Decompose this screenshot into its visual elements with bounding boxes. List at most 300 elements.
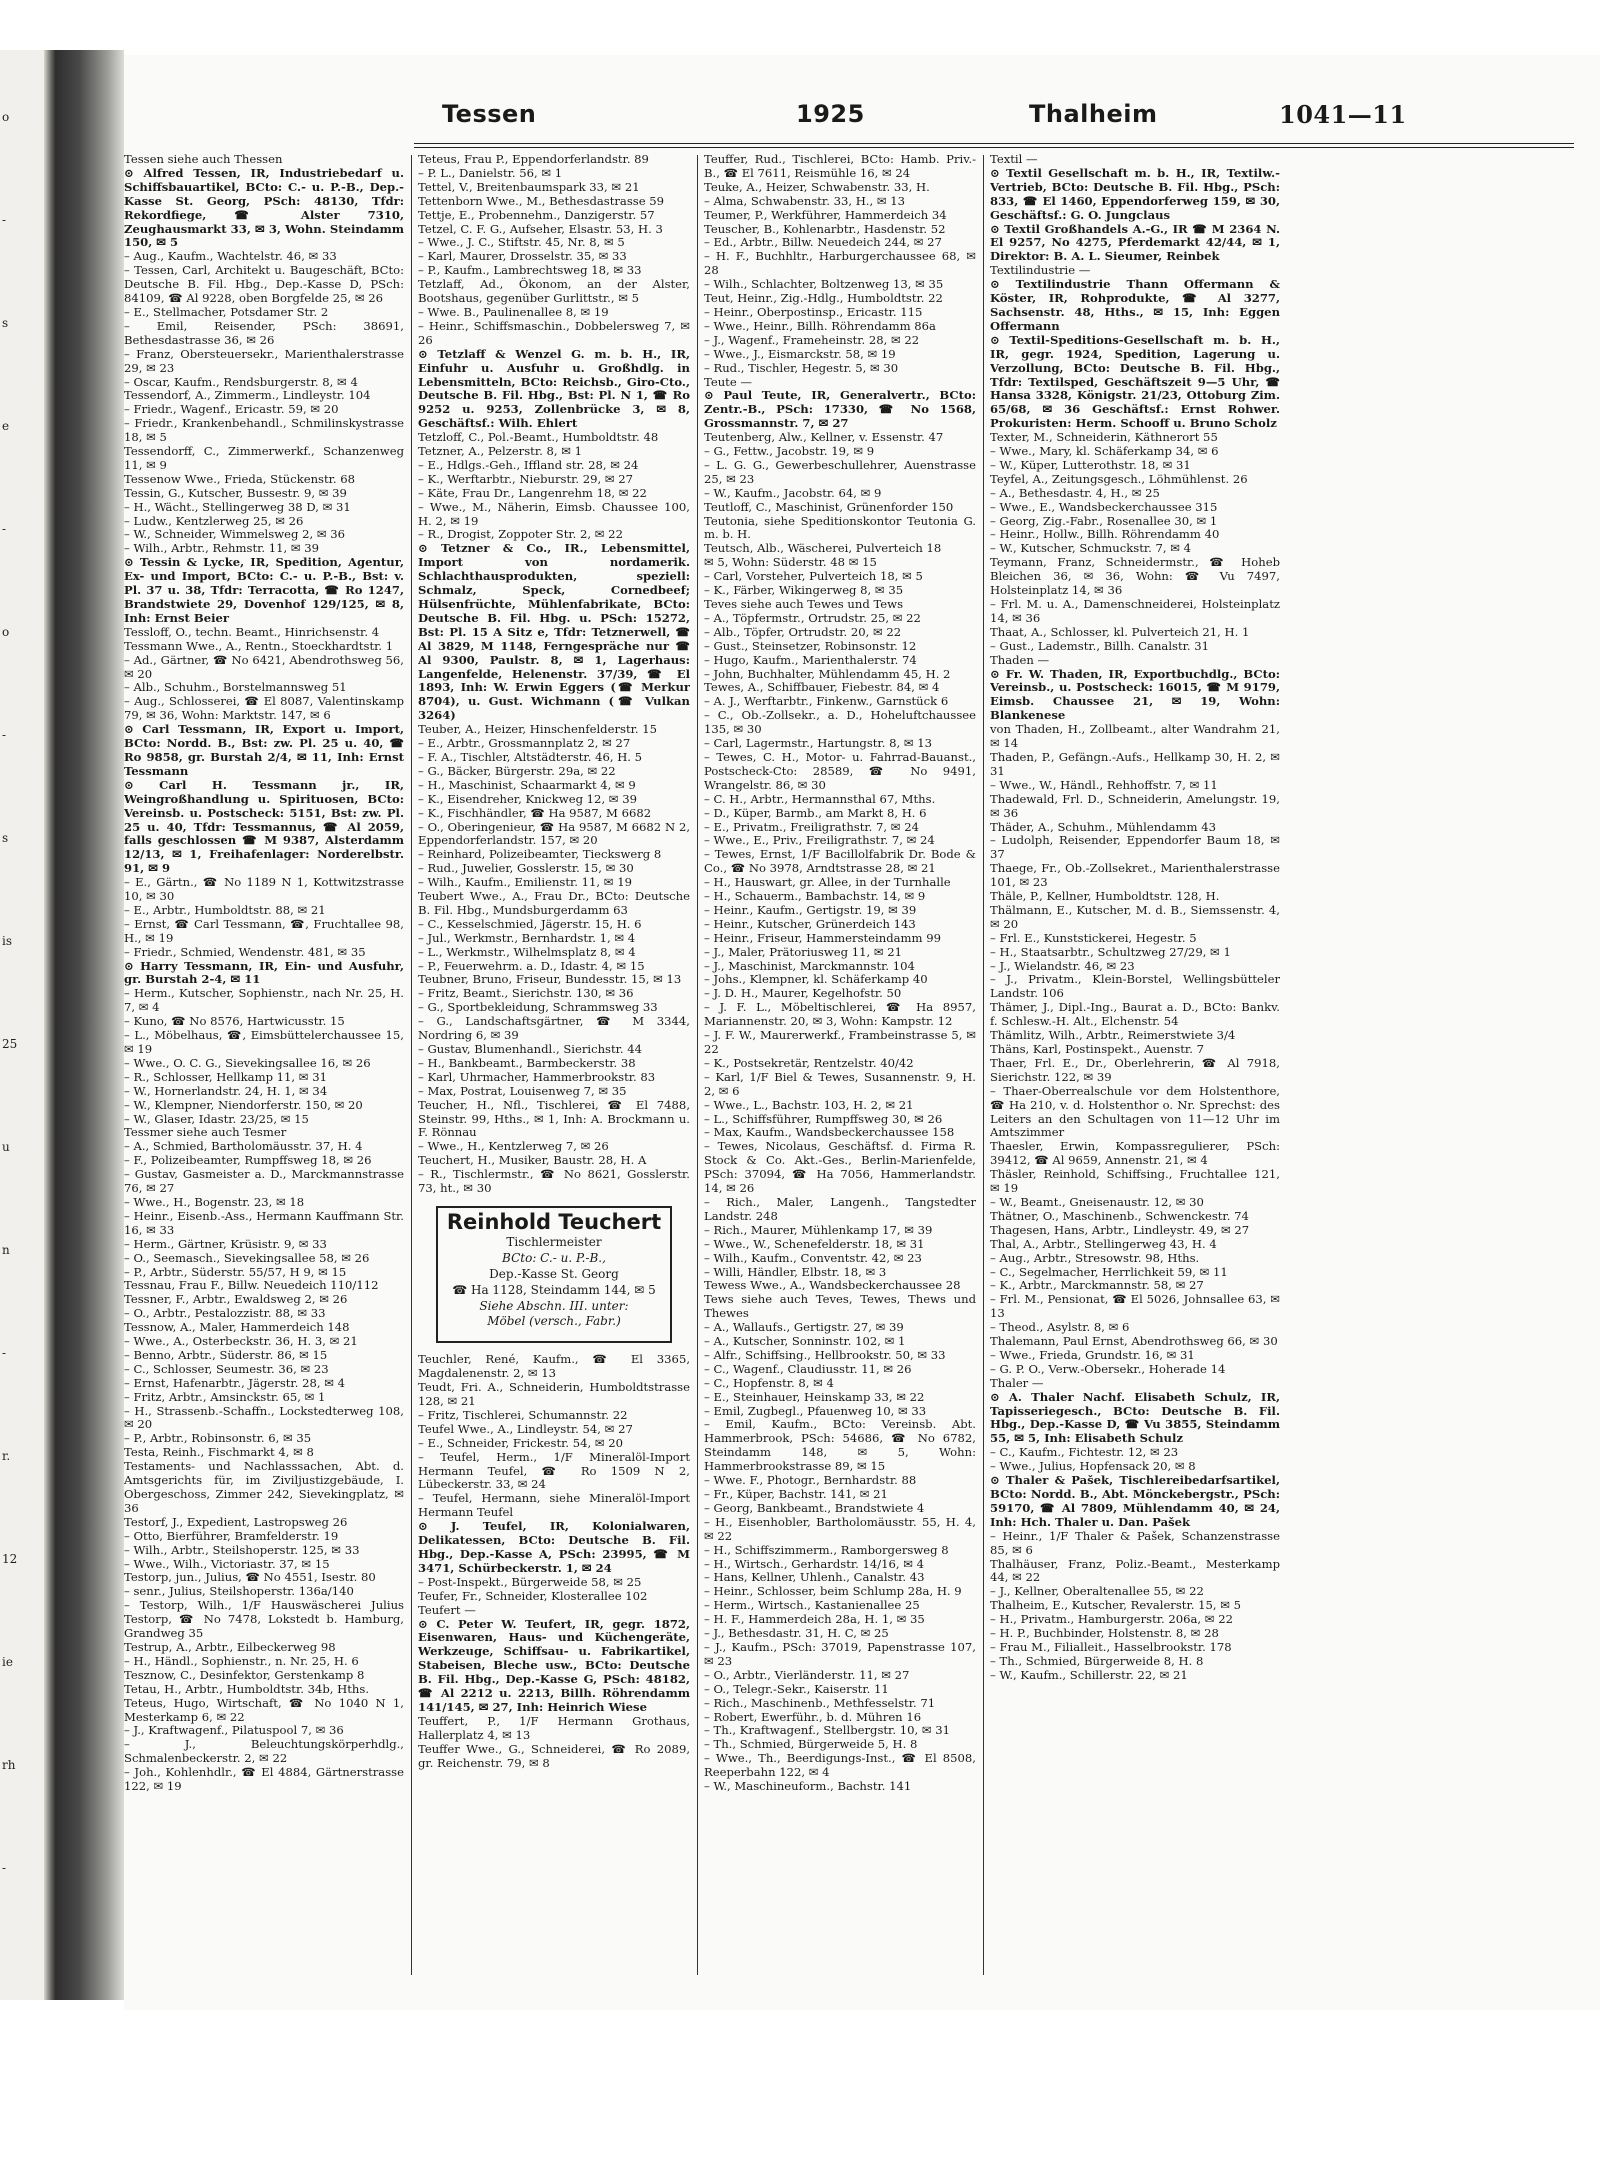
directory-entry: Thaler —: [990, 1375, 1044, 1390]
directory-entry: Thalhäuser, Franz, Poliz.-Beamt., Mesterkamp 44, ✉ 22: [990, 1556, 1280, 1585]
directory-entry: – A., Wallaufs., Gertigstr. 27, ✉ 39: [704, 1320, 904, 1335]
directory-entry: Tewes, A., Schiffbauer, Fiebestr. 84, ✉ 4: [704, 680, 940, 695]
directory-entry: – Emil, Zugbegl., Pfauenweg 10, ✉ 33: [704, 1403, 927, 1418]
directory-entry: – Aug., Arbtr., Stresowstr. 98, Hths.: [990, 1250, 1200, 1265]
directory-entry: – J., Kaufm., PSch: 37019, Papenstrasse 107, ✉ 23: [704, 1639, 976, 1668]
directory-entry: – A., Bethesdastr. 4, H., ✉ 25: [990, 485, 1160, 500]
directory-entry: Teteus, Frau P., Eppendorferlandstr. 89: [418, 153, 649, 166]
directory-entry: – W., Beamt., Gneisenaustr. 12, ✉ 30: [990, 1194, 1204, 1209]
directory-entry: Teves siehe auch Tewes und Tews: [704, 597, 904, 611]
facing-page-fragment: -: [2, 1861, 7, 1875]
directory-entry: – Wwe., Heinr., Billh. Röhrendamm 86a: [704, 318, 936, 333]
directory-entry: – H., Wirtsch., Gerhardstr. 14/16, ✉ 4: [704, 1556, 925, 1571]
directory-entry: ⊙ Textil Großhandels A.-G., IR ☎ M 2364 N. El 9257, No 4275, Pferdemarkt 42/44, ✉ 1, Direktor: B. A. L. Sieumer, Reinbek: [990, 221, 1280, 264]
directory-entry: – Friedr., Krankenbehandl., Schmilinskystrasse 18, ✉ 5: [124, 416, 404, 445]
directory-entry: – C., Ob.-Zollsekr., a. D., Hoheluftchaussee 135, ✉ 30: [704, 708, 976, 737]
directory-entry: – Frl. M. u. A., Damenschneiderei, Holsteinplatz 14, ✉ 36: [990, 597, 1280, 625]
directory-entry: – Rich., Maler, Langenh., Tangstedter Landstr. 248: [704, 1194, 976, 1223]
directory-entry: – Heinr., Hollw., Billh. Röhrendamm 40: [990, 527, 1220, 542]
directory-entry: – Franz, Obersteuersekr., Marienthalerstrasse 29, ✉ 23: [124, 346, 404, 375]
directory-entry: Tessenow Wwe., Frieda, Stückenstr. 68: [124, 471, 356, 486]
directory-entry: Teuchler, René, Kaufm., ☎ El 3365, Magdalenenstr. 2, ✉ 13: [418, 1352, 690, 1381]
page-number: 1041—11: [1279, 100, 1407, 129]
directory-entry: Teuchert, H., Musiker, Baustr. 28, H. A: [418, 1153, 647, 1168]
directory-entry: – Friedr., Schmied, Wendenstr. 481, ✉ 35: [124, 944, 366, 959]
directory-entry: Thagesen, Hans, Arbtr., Lindleystr. 49, ✉ 27: [990, 1222, 1250, 1237]
directory-entry: – K., Fischhändler, ☎ Ha 9587, M 6682: [418, 805, 652, 820]
directory-entry: – A. J., Werftarbtr., Finkenw., Garnstück 6: [704, 694, 949, 709]
facing-page-fragment: s: [2, 831, 9, 845]
directory-entry: – W., Kaufm., Jacobstr. 64, ✉ 9: [704, 485, 882, 500]
directory-entry: Testorp, jun., Julius, ☎ No 4551, Isestr. 80: [124, 1570, 376, 1585]
directory-entry: – R., Schlosser, Hellkamp 11, ✉ 31: [124, 1069, 327, 1084]
directory-entry: – P., Arbtr., Robinsonstr. 6, ✉ 35: [124, 1431, 312, 1446]
directory-entry: – Herm., Kutscher, Sophienstr., nach Nr. 25, H. 7, ✉ 4: [124, 986, 404, 1015]
directory-entry: – Herm., Gärtner, Krüsistr. 9, ✉ 33: [124, 1236, 327, 1251]
directory-entry: Tetzloff, C., Pol.-Beamt., Humboldtstr. 48: [418, 430, 659, 445]
directory-entry: Tetzel, C. F. G., Aufseher, Elsastr. 53, H. 3: [418, 221, 663, 236]
directory-entry: – Emil, Reisender, PSch: 38691, Bethesdastrasse 36, ✉ 26: [124, 318, 404, 347]
directory-entry: – J., Wielandstr. 46, ✉ 23: [990, 958, 1135, 973]
directory-entry: – F. A., Tischler, Altstädterstr. 46, H. 5: [418, 749, 643, 764]
directory-entry: – P., Arbtr., Süderstr. 55/57, H 9, ✉ 15: [124, 1264, 347, 1279]
directory-entry: – Karl, Uhrmacher, Hammerbrookstr. 83: [418, 1069, 656, 1084]
directory-entry: – O., Oberingenieur, ☎ Ha 9587, M 6682 N 2, Eppendorferlandstr. 157, ✉ 20: [418, 819, 690, 848]
directory-entry: – Max, Postrat, Louisenweg 7, ✉ 35: [418, 1083, 627, 1098]
directory-entry: – Gust., Lademstr., Billh. Canalstr. 31: [990, 638, 1210, 653]
directory-entry: Teubert Wwe., A., Frau Dr., BCto: Deutsche B. Fil. Hbg., Mundsburgerdamm 63: [418, 889, 690, 917]
directory-entry: Teumer, P., Werkführer, Hammerdeich 34: [704, 207, 947, 222]
directory-entry: Teucher, H., Nfl., Tischlerei, ☎ El 7488, Steinstr. 99, Hths., ✉ 1, Inh: A. Brockmann u. F. Rönnau: [418, 1097, 690, 1140]
directory-entry: – E., Steinhauer, Heinskamp 33, ✉ 22: [704, 1389, 925, 1404]
header-left-word: Tessen: [442, 100, 537, 128]
directory-entry: Thaden, P., Gefängn.-Aufs., Hellkamp 30, H. 2, ✉ 31: [990, 749, 1280, 778]
directory-entry: – W., Klempner, Niendorferstr. 150, ✉ 20: [124, 1097, 363, 1112]
directory-entry: – C. H., Arbtr., Hermannsthal 67, Mths.: [704, 791, 936, 806]
directory-entry: Thaege, Fr., Ob.-Zollsekret., Marienthalerstrasse 101, ✉ 23: [990, 861, 1280, 890]
facing-page-fragment: -: [2, 522, 7, 536]
column-2: [418, 153, 690, 1973]
directory-entry: – Heinr., Schlosser, beim Schlump 28a, H. 9: [704, 1584, 962, 1599]
directory-entry: – G., Bäcker, Bürgerstr. 29a, ✉ 22: [418, 763, 616, 778]
directory-entry: – Testorp, Wilh., 1/F Hauswäscherei Julius Testorp, ☎ No 7478, Lokstedt b. Hamburg, Grandweg 35: [124, 1598, 404, 1641]
directory-entry: – Ernst, ☎ Carl Tessmann, ☎, Fruchtallee 98, H., ✉ 19: [124, 916, 404, 945]
directory-entry: – Jul., Werkmstr., Bernhardstr. 1, ✉ 4: [418, 930, 636, 945]
directory-entry: Teuke, A., Heizer, Schwabenstr. 33, H.: [704, 179, 930, 194]
directory-entry: Teut, Heinr., Zig.-Hdlg., Humboldtstr. 22: [704, 291, 943, 306]
directory-entry: ⊙ Fr. W. Thaden, IR, Exportbuchdlg., BCto: Vereinsb., u. Postscheck: 16015, ☎ M 9179, Eimsb. Chaussee 21, ✉ 19, Wohn: Blankenese: [990, 666, 1280, 723]
directory-entry: Textil —: [990, 153, 1038, 166]
directory-entry: Tesznow, C., Desinfektor, Gerstenkamp 8: [124, 1667, 365, 1682]
directory-entry: – Tewes, C. H., Motor- u. Fahrrad-Bauanst., Postscheck-Cto: 28589, ☎ No 9491, Wrangelstr. 86, ✉ 30: [704, 749, 976, 792]
directory-entry: – Wwe., Mary, kl. Schäferkamp 34, ✉ 6: [990, 444, 1219, 459]
directory-entry: – R., Tischlermstr., ☎ No 8621, Gosslerstr. 73, ht., ✉ 30: [418, 1167, 690, 1196]
directory-entry: Thämer, J., Dipl.-Ing., Baurat a. D., BCto: Bankv. f. Schlesw.-H. Alt., Elchenstr. 54: [990, 1000, 1280, 1029]
directory-entry: – R., Drogist, Zoppoter Str. 2, ✉ 22: [418, 527, 623, 542]
column-divider: [697, 155, 698, 1975]
directory-entry: Teuffer Wwe., G., Schneiderei, ☎ Ro 2089, gr. Reichenstr. 79, ✉ 8: [418, 1741, 690, 1770]
directory-entry: – F., Polizeibeamter, Rumpffsweg 18, ✉ 26: [124, 1153, 372, 1168]
directory-entry: ⊙ C. Peter W. Teufert, IR, gegr. 1872, Eisenwaren, Haus- und Küchengeräte, Werkzeuge, Schiffsau- u. Fabrikartikel, Stabeisen, Bleche usw., BCto: Deutsche B. Fil. Hbg., Dep.-Kasse G, PSch: 48182, ☎ Al 2212 u. 2213, Billh. Röhrendamm 141/145, ✉ 27, Inh: Heinrich Wiese: [418, 1616, 690, 1714]
directory-entry: Teyfel, A., Zeitungsgesch., Löhmühlenst. 26: [990, 471, 1248, 486]
directory-entry: ⊙ J. Teufel, IR, Kolonialwaren, Delikatessen, BCto: Deutsche B. Fil. Hbg., Dep.-Kasse A, PSch: 23995, ☎ M 3471, Schürbeckerstr. 1, ✉ 24: [418, 1519, 690, 1575]
facing-page-fragment: -: [2, 1346, 7, 1360]
directory-entry: ⊙ Textilindustrie Thann Offermann & Köster, IR, Rohprodukte, ☎ Al 3277, Sachsenstr. 48, Hths., ✉ 15, Inh: Eggen Offermann: [990, 277, 1280, 333]
directory-entry: – Teufel, Herm., 1/F Mineralöl-Import Hermann Teufel, ☎ Ro 1509 N 2, Lübeckerstr. 33, ✉ 24: [418, 1449, 690, 1492]
directory-entry: ⊙ Textil Gesellschaft m. b. H., IR, Textilw.-Vertrieb, BCto: Deutsche B. Fil. Hbg., PSch: 833, ☎ El 1460, Eppendorferweg 159, ✉ 30, Geschäftsf.: G. O. Jungclaus: [990, 165, 1280, 222]
directory-entry: Testaments- und Nachlasssachen, Abt. d. Amtsgerichts für, im Ziviljustizgebäude, I. Obergeschoss, Zimmer 242, Sievekingplatz, ✉ 36: [124, 1459, 404, 1515]
directory-entry: – Hans, Kellner, Uhlenh., Canalstr. 43: [704, 1570, 925, 1585]
directory-entry: Tetzner, A., Pelzerstr. 8, ✉ 1: [418, 444, 582, 459]
directory-entry: – Tewes, Ernst, 1/F Bacillolfabrik Dr. Bode & Co., ☎ No 3978, Arndtstrasse 28, ✉ 21: [704, 847, 976, 876]
directory-entry: – Herm., Wirtsch., Kastanienallee 25: [704, 1598, 920, 1613]
directory-entry: – Wwe., Frieda, Grundstr. 16, ✉ 31: [990, 1347, 1195, 1362]
column-divider: [983, 155, 984, 1975]
directory-entry: Thäns, Karl, Postinspekt., Auenstr. 7: [990, 1042, 1204, 1056]
facing-page-fragment: -: [2, 213, 7, 227]
directory-entry: Teteus, Hugo, Wirtschaft, ☎ No 1040 N 1, Mesterkamp 6, ✉ 22: [124, 1695, 404, 1724]
directory-entry: – Gust., Steinsetzer, Robinsonstr. 12: [704, 638, 917, 653]
directory-entry: Tettel, V., Breitenbaumspark 33, ✉ 21: [418, 179, 640, 194]
directory-entry: Tettje, E., Probennehm., Danzigerstr. 57: [418, 207, 655, 222]
directory-entry: – H., Privatm., Hamburgerstr. 206a, ✉ 22: [990, 1612, 1233, 1627]
directory-entry: – O., Arbtr., Vierländerstr. 11, ✉ 27: [704, 1667, 910, 1682]
directory-entry: – Wwe., Julius, Hopfensack 20, ✉ 8: [990, 1459, 1196, 1474]
directory-entry: – C., Segelmacher, Herrlichkeit 59, ✉ 11: [990, 1264, 1228, 1279]
binding-gutter: [56, 50, 124, 2000]
ad-reference: Siehe Abschn. III. unter:: [479, 1298, 629, 1313]
directory-entry: – A., Kutscher, Sonninstr. 102, ✉ 1: [704, 1334, 906, 1349]
directory-entry: ⊙ Carl H. Tessmann jr., IR, Weingroßhandlung u. Spirituosen, BCto: Vereinsb. u. Postscheck: 5151, Bst: zw. Pl. 25 u. 40, Tfdr: Tessmannus, ☎ Al 2059, falls geschlossen ☎ M 9387, Alsterdamm 12/13, ✉ 1, Freihafenlager: Norderelbstr. 91, ✉ 9: [124, 777, 404, 876]
directory-entry: – E., Hdlgs.-Geh., Iffland str. 28, ✉ 24: [418, 457, 639, 472]
directory-entry: – O., Arbtr., Pestalozzistr. 88, ✉ 33: [124, 1306, 326, 1321]
directory-entry: Texter, M., Schneiderin, Käthnerort 55: [990, 430, 1218, 445]
directory-entry: – J., Kellner, Oberaltenallee 55, ✉ 22: [990, 1584, 1204, 1599]
directory-entry: – J., Beleuchtungskörperhdlg., Schmalenbeckerstr. 2, ✉ 22: [124, 1737, 404, 1766]
directory-entry: – K., Postsekretär, Rentzelstr. 40/42: [704, 1055, 914, 1070]
ad-reference-target: Möbel (versch., Fabr.): [487, 1314, 621, 1329]
directory-entry: Teubner, Bruno, Friseur, Bundesstr. 15, ✉ 13: [418, 972, 682, 987]
directory-entry: – H., Händl., Sophienstr., n. Nr. 25, H. 6: [124, 1653, 359, 1668]
directory-entry: Thaat, A., Schlosser, kl. Pulverteich 21, H. 1: [990, 624, 1250, 639]
directory-entry: – Willi, Händler, Elbstr. 18, ✉ 3: [704, 1264, 887, 1279]
facing-page-fragment: e: [2, 419, 10, 433]
facing-page-fragment: -: [2, 728, 7, 742]
directory-entry: Teute —: [704, 374, 752, 389]
directory-entry: Teuber, A., Heizer, Hinschenfelderstr. 15: [418, 722, 658, 737]
directory-entry: – Th., Schmied, Bürgerweide 5, H. 8: [704, 1737, 918, 1752]
directory-entry: – Carl, Vorsteher, Pulverteich 18, ✉ 5: [704, 569, 923, 584]
directory-entry: – Frl. E., Kunststickerei, Hegestr. 5: [990, 930, 1197, 945]
directory-entry: – P. L., Danielstr. 56, ✉ 1: [418, 165, 563, 180]
directory-entry: – Theod., Asylstr. 8, ✉ 6: [990, 1320, 1130, 1335]
page-crease: [44, 50, 56, 2000]
directory-entry: – Max, Kaufm., Wandsbeckerchaussee 158: [704, 1125, 955, 1140]
directory-entry: Testrup, A., Arbtr., Eilbeckerweg 98: [124, 1639, 336, 1654]
directory-entry: – Karl, 1/F Biel & Tewes, Susannenstr. 9, H. 2, ✉ 6: [704, 1069, 976, 1098]
directory-entry: Thälmann, E., Kutscher, M. d. B., Siemssenstr. 4, ✉ 20: [990, 902, 1280, 931]
directory-entry: – Alb., Töpfer, Ortrudstr. 20, ✉ 22: [704, 624, 902, 639]
directory-entry: – P., Feuerwehrm. a. D., Idastr. 4, ✉ 15: [418, 958, 645, 973]
directory-entry: – Ad., Gärtner, ☎ No 6421, Abendrothsweg 56, ✉ 20: [124, 652, 404, 681]
directory-entry: – Hugo, Kaufm., Marienthalerstr. 74: [704, 652, 917, 667]
directory-entry: – Wwe., J., Eismarckstr. 58, ✉ 19: [704, 346, 896, 361]
directory-entry: – L., Schiffsführer, Rumpffsweg 30, ✉ 26: [704, 1111, 943, 1126]
facing-page-fragment: rh: [2, 1758, 16, 1772]
directory-entry: – E., Privatm., Freiligrathstr. 7, ✉ 24: [704, 819, 919, 834]
directory-entry: – Alb., Schuhm., Borstelmannsweg 51: [124, 680, 347, 695]
directory-entry: Teymann, Franz, Schneidermstr., ☎ Hoheb Bleichen 36, ✉ 36, Wohn: ☎ Vu 7497, Holsteinplatz 14, ✉ 36: [990, 555, 1280, 598]
directory-entry: – H., Strassenb.-Schaffn., Lockstedterweg 108, ✉ 20: [124, 1403, 404, 1432]
directory-entry: – Johs., Klempner, kl. Schäferkamp 40: [704, 972, 928, 987]
directory-entry: – Wilh., Kaufm., Emilienstr. 11, ✉ 19: [418, 875, 632, 890]
directory-entry: – K., Färber, Wikingerweg 8, ✉ 35: [704, 583, 904, 598]
column-4: [990, 153, 1280, 1973]
directory-entry: – K., Werftarbtr., Nieburstr. 29, ✉ 27: [418, 471, 634, 486]
directory-entry: ✉ 5, Wohn: Süderstr. 48 ✉ 15: [704, 555, 877, 570]
directory-entry: – Wwe., H., Bogenstr. 23, ✉ 18: [124, 1194, 305, 1209]
directory-entry: – G. P. O., Verw.-Obersekr., Hoherade 14: [990, 1361, 1226, 1376]
header-right-word: Thalheim: [1029, 100, 1158, 128]
directory-entry: – W., Maschineuform., Bachstr. 141: [704, 1779, 912, 1794]
directory-entry: Tessloff, O., techn. Beamt., Hinrichsenstr. 4: [124, 624, 380, 639]
directory-page: [124, 55, 1600, 2010]
column-3: [704, 153, 976, 1973]
directory-entry: – Emil, Kaufm., BCto: Vereinsb. Abt. Hammerbrook, PSch: 54686, ☎ No 6782, Steindamm 148, ✉ 5, Wohn: Hammerbrookstrasse 89, ✉ 15: [704, 1417, 976, 1474]
directory-entry: – C., Kaufm., Fichtestr. 12, ✉ 23: [990, 1445, 1179, 1460]
directory-entry: ⊙ Thaler & Pašek, Tischlereibedarfsartikel, BCto: Nordd. B., Abt. Mönckebergstr., PSch: 59170, ☎ Al 7809, Mühlendamm 40, ✉ 24, Inh: Hch. Thaler u. Dan. Pašek: [990, 1473, 1280, 1529]
directory-entry: Testorf, J., Expedient, Lastropsweg 26: [124, 1514, 348, 1529]
facing-page-fragment: n: [2, 1243, 10, 1257]
directory-entry: – Wilh., Arbtr., Steilshoperstr. 125, ✉ 33: [124, 1542, 360, 1557]
directory-entry: – Wwe. B., Paulinenallee 8, ✉ 19: [418, 304, 609, 319]
directory-entry: – Teufel, Hermann, siehe Mineralöl-Import Hermann Teufel: [418, 1491, 690, 1520]
directory-entry: Thäle, P., Kellner, Humboldtstr. 128, H.: [990, 889, 1220, 904]
directory-entry: – Frau M., Filialleit., Hasselbrookstr. 178: [990, 1639, 1232, 1654]
directory-entry: – E., Schneider, Frickestr. 54, ✉ 20: [418, 1435, 624, 1450]
ad-depot: Dep.-Kasse St. Georg: [489, 1266, 619, 1281]
directory-entry: – Wwe., Wilh., Victoriastr. 37, ✉ 15: [124, 1556, 330, 1571]
directory-entry: – G., Landschaftsgärtner, ☎ M 3344, Nordring 6, ✉ 39: [418, 1014, 690, 1043]
directory-entry: – C., Wagenf., Claudiusstr. 11, ✉ 26: [704, 1361, 912, 1376]
directory-entry: – Georg, Zig.-Fabr., Rosenallee 30, ✉ 1: [990, 513, 1218, 528]
directory-entry: Tessner, F., Arbtr., Ewaldsweg 2, ✉ 26: [124, 1292, 348, 1307]
directory-entry: Thal, A., Arbtr., Stellingerweg 43, H. 4: [990, 1236, 1217, 1251]
directory-entry: – Fritz, Beamt., Sierichstr. 130, ✉ 36: [418, 986, 634, 1001]
facing-page-fragment: o: [2, 625, 10, 639]
directory-entry: – Georg, Bankbeamt., Brandstwiete 4: [704, 1500, 925, 1515]
directory-entry: – Wwe., A., Osterbeckstr. 36, H. 3, ✉ 21: [124, 1334, 358, 1349]
directory-entry: – Wilh., Schlachter, Boltzenweg 13, ✉ 35: [704, 277, 944, 292]
ad-bank: BCto: C.- u. P.-B.,: [502, 1250, 606, 1265]
directory-entry: Tessmann Wwe., A., Rentn., Stoeckhardtstr. 1: [124, 638, 394, 653]
directory-entry: – H. F., Buchhltr., Harburgerchaussee 68, ✉ 28: [704, 249, 976, 278]
directory-entry: – Joh., Kohlenhdlr., ☎ El 4884, Gärtnerstrasse 122, ✉ 19: [124, 1765, 404, 1794]
directory-entry: Textilindustrie —: [990, 263, 1091, 278]
directory-entry: – Karl, Maurer, Drosselstr. 35, ✉ 33: [418, 249, 627, 264]
directory-entry: – Oscar, Kaufm., Rendsburgerstr. 8, ✉ 4: [124, 374, 358, 389]
directory-entry: Tettenborn Wwe., M., Bethesdastrasse 59: [418, 193, 665, 208]
directory-entry: – H., Staatsarbtr., Schultzweg 27/29, ✉ 1: [990, 944, 1231, 959]
directory-entry: – Th., Kraftwagenf., Stellbergstr. 10, ✉ 31: [704, 1723, 950, 1738]
directory-entry: Thäsler, Reinhold, Schiffsing., Fruchtallee 121, ✉ 19: [990, 1167, 1280, 1196]
directory-entry: Tessendorff, C., Zimmerwerkf., Schanzenweg 11, ✉ 9: [124, 444, 404, 472]
directory-entry: – Otto, Bierführer, Bramfelderstr. 19: [124, 1528, 339, 1543]
directory-entry: – Aug., Schlosserei, ☎ El 8087, Valentinskamp 79, ✉ 36, Wohn: Marktstr. 147, ✉ 6: [124, 694, 404, 723]
directory-entry: – Fritz, Tischlerei, Schumannstr. 22: [418, 1407, 628, 1422]
facing-page-fragment: 25: [2, 1037, 18, 1051]
directory-entry: Thaden —: [990, 652, 1050, 667]
directory-entry: – J. F. W., Maurerwerkf., Frambeinstrasse 5, ✉ 22: [704, 1028, 976, 1056]
directory-entry: – H., Schiffszimmerm., Ramborgersweg 8: [704, 1542, 949, 1557]
directory-entry: – Wwe., J. C., Stiftstr. 45, Nr. 8, ✉ 5: [418, 235, 625, 250]
directory-entry: – G., Sportbekleidung, Schrammsweg 33: [418, 1000, 658, 1015]
facing-page-fragment: ie: [2, 1655, 13, 1669]
directory-entry: Teufer, Fr., Schneider, Klosterallee 102: [418, 1588, 648, 1603]
directory-entry: ⊙ Tessin & Lycke, IR, Spedition, Agentur, Ex- und Import, BCto: C.- u. P.-B., Bst: v. Pl. 37 u. 38, Tfdr: Terracotta, ☎ Ro 1247, Brandstwiete 29, Dovenhof 129/125, ✉ 8, Inh: Ernst Beier: [124, 555, 404, 625]
directory-entry: – Wwe., O. C. G., Sievekingsallee 16, ✉ 26: [124, 1055, 371, 1070]
facing-page-fragment: o: [2, 110, 10, 124]
directory-entry: – Carl, Lagermstr., Hartungstr. 8, ✉ 13: [704, 736, 932, 751]
directory-entry: – H., Bankbeamt., Barmbeckerstr. 38: [418, 1055, 636, 1070]
directory-entry: – J. D. H., Maurer, Kegelhofstr. 50: [704, 986, 902, 1001]
header-rule-bottom: [414, 147, 1574, 148]
directory-entry: Teuscher, B., Kohlenarbtr., Hasdenstr. 52: [704, 221, 946, 236]
directory-entry: ⊙ Harry Tessmann, IR, Ein- und Ausfuhr, gr. Burstah 2-4, ✉ 11: [124, 958, 404, 987]
directory-entry: – Wilh., Arbtr., Rehmstr. 11, ✉ 39: [124, 541, 320, 556]
directory-entry: ⊙ Alfred Tessen, IR, Industriebedarf u. Schiffsbauartikel, BCto: C.- u. P.-B., Dep.-Kasse St. Georg, PSch: 48130, Tfdr: Rekordfiege, ☎ Alster 7310, Zeughausmarkt 33, ✉ 3, Wohn. Steindamm 150, ✉ 5: [124, 165, 404, 250]
ad-company-name: Reinhold Teuchert: [446, 1209, 662, 1234]
directory-entry: – Fritz, Arbtr., Amsinckstr. 65, ✉ 1: [124, 1389, 326, 1404]
directory-entry: – H. P., Buchbinder, Holstenstr. 8, ✉ 28: [990, 1626, 1219, 1641]
directory-entry: Teufel Wwe., A., Lindleystr. 54, ✉ 27: [418, 1421, 633, 1436]
directory-entry: – E., Stellmacher, Potsdamer Str. 2: [124, 304, 329, 319]
directory-entry: – Friedr., Wagenf., Ericastr. 59, ✉ 20: [124, 402, 339, 417]
directory-entry: – Tewes, Nicolaus, Geschäftsf. d. Firma R. Stock & Co. Akt.-Ges., Berlin-Marienfelde, PSch: 37094, ☎ Ha 7056, Hammerlandstr. 14, ✉ 26: [704, 1139, 976, 1196]
column-1: [124, 153, 404, 1973]
directory-entry: Teuffert, P., 1/F Hermann Grothaus, Hallerplatz 4, ✉ 13: [418, 1713, 690, 1742]
directory-entry: Teutonia, siehe Speditionskontor Teutonia G. m. b. H.: [704, 513, 976, 542]
directory-entry: ⊙ A. Thaler Nachf. Elisabeth Schulz, IR, Tapisseriegesch., BCto: Deutsche B. Fil. Hbg., Dep.-Kasse D, ☎ Vu 3855, Steindamm 55, ✉ 5, Inh: Elisabeth Schulz: [990, 1389, 1280, 1446]
directory-entry: – Post-Inspekt., Bürgerweide 58, ✉ 25: [418, 1574, 642, 1589]
directory-entry: – Alfr., Schiffsing., Hellbrookstr. 50, ✉ 33: [704, 1347, 946, 1362]
directory-entry: Tessin, G., Kutscher, Bussestr. 9, ✉ 39: [124, 485, 347, 500]
facing-page-fragment: s: [2, 316, 9, 330]
directory-entry: Thaer, Frl. E., Dr., Oberlehrerin, ☎ Al 7918, Sierichstr. 122, ✉ 39: [990, 1055, 1280, 1084]
directory-entry: – K., Arbtr., Marckmannstr. 58, ✉ 27: [990, 1278, 1204, 1293]
directory-entry: – Alma, Schwabenstr. 33, H., ✉ 13: [704, 193, 906, 208]
directory-entry: – Heinr., Oberpostinsp., Ericastr. 115: [704, 304, 923, 319]
directory-entry: – H., Hauswart, gr. Allee, in der Turnhalle: [704, 875, 951, 890]
directory-entry: – Käte, Frau Dr., Langenrehm 18, ✉ 22: [418, 485, 647, 500]
directory-entry: – E., Arbtr., Humboldtstr. 88, ✉ 21: [124, 902, 326, 917]
directory-entry: – A., Schmied, Bartholomäusstr. 37, H. 4: [124, 1139, 363, 1154]
directory-entry: – Benno, Arbtr., Süderstr. 86, ✉ 15: [124, 1347, 328, 1362]
directory-entry: – J. F. L., Möbeltischlerei, ☎ Ha 8957, Mariannenstr. 20, ✉ 3, Wohn: Kampstr. 12: [704, 1000, 976, 1029]
directory-entry: – P., Kaufm., Lambrechtsweg 18, ✉ 33: [418, 263, 642, 278]
directory-entry: – Gustav, Gasmeister a. D., Marckmannstrasse 76, ✉ 27: [124, 1167, 404, 1196]
directory-entry: – H., Maschinist, Schaarmarkt 4, ✉ 9: [418, 777, 636, 792]
ad-phone: ☎ Ha 1128, Steindamm 144, ✉ 5: [452, 1282, 656, 1297]
directory-entry: – G., Fettw., Jacobstr. 19, ✉ 9: [704, 444, 875, 459]
directory-entry: – W., Kutscher, Schmuckstr. 7, ✉ 4: [990, 541, 1192, 556]
directory-entry: – L., Möbelhaus, ☎, Eimsbüttelerchaussee 15, ✉ 19: [124, 1028, 404, 1056]
directory-entry: – A., Töpfermstr., Ortrudstr. 25, ✉ 22: [704, 610, 921, 625]
directory-entry: – Rud., Tischler, Hegestr. 5, ✉ 30: [704, 360, 899, 375]
directory-entry: – Fr., Küper, Bachstr. 141, ✉ 21: [704, 1487, 888, 1501]
directory-entry: Tessnau, Frau F., Billw. Neuedeich 110/112: [124, 1278, 379, 1293]
directory-entry: ⊙ Tetzner & Co., IR., Lebensmittel, Import von nordamerik. Schlachthausprodukten, speziell: Schmalz, Speck, Cornedbeef; Hülsenfrüchte, Mühlenfabrikate, BCto: Deutsche B. Fil. Hbg. u. PSch: 15272, Bst: Pl. 15 A Sitz e, Tfdr: Tetznerwell, ☎ Al 3829, M 1148, Ferngespräche nur ☎ Al 9300, Paulstr. 8, ✉ 1, Lagerhaus: Langenfelde, Helenenstr. 37/39, ☎ El 1893, Inh: W. Erwin Eggers (☎ Merkur 8704), u. Gust. Wichmann (☎ Vulkan 3264): [418, 541, 690, 723]
directory-entry: Thäder, A., Schuhm., Mühlendamm 43: [990, 819, 1216, 834]
directory-entry: – W., Glaser, Idastr. 23/25, ✉ 15: [124, 1111, 309, 1126]
directory-entry: Tews siehe auch Teves, Tewes, Thews und Thewes: [704, 1292, 976, 1321]
directory-entry: – Ludw., Kentzlerweg 25, ✉ 26: [124, 513, 304, 528]
directory-entry: – C., Hopfenstr. 8, ✉ 4: [704, 1375, 834, 1390]
directory-entry: – Frl. M., Pensionat, ☎ El 5026, Johnsallee 63, ✉ 13: [990, 1292, 1280, 1321]
directory-entry: – O., Seemasch., Sievekingsallee 58, ✉ 26: [124, 1250, 370, 1265]
directory-entry: – J., Wagenf., Frameheinstr. 28, ✉ 22: [704, 332, 920, 347]
directory-entry: – Rich., Maschinenb., Methfesselstr. 71: [704, 1695, 936, 1710]
ad-trade: Tischlermeister: [506, 1234, 602, 1249]
directory-entry: ⊙ Textil-Speditions-Gesellschaft m. b. H., IR, gegr. 1924, Spedition, Lagerung u. Verzollung, BCto: Deutsche B. Fil. Hbg., Tfdr: Textilsped, Geschäftszeit 9—5 Uhr, ☎ Hansa 3328, Königstr. 21/23, Ottoburg Zim. 65/68, ✉ 36 Geschäftsf.: Ernst Rohwer. Prokuristen: Herm. Schooff u. Bruno Scholz: [990, 332, 1280, 431]
directory-entry: – H., Schauerm., Bambachstr. 14, ✉ 9: [704, 889, 926, 904]
directory-entry: – Wwe., M., Näherin, Eimsb. Chaussee 100, H. 2, ✉ 19: [418, 499, 690, 528]
directory-entry: – Heinr., Schiffsmaschin., Dobbelersweg 7, ✉ 26: [418, 318, 690, 347]
directory-entry: – Wwe., E., Priv., Freiligrathstr. 7, ✉ 24: [704, 833, 935, 848]
directory-entry: Teufert —: [418, 1602, 476, 1617]
directory-entry: – J., Maschinist, Marckmannstr. 104: [704, 958, 915, 973]
directory-entry: – L. G. G., Gewerbeschullehrer, Auenstrasse 25, ✉ 23: [704, 457, 976, 486]
directory-entry: – C., Schlosser, Seumestr. 36, ✉ 23: [124, 1361, 329, 1376]
facing-page-fragment: r.: [2, 1449, 11, 1463]
directory-entry: Teutloff, C., Maschinist, Grünenforder 150: [704, 499, 954, 514]
directory-entry: – Heinr., Kutscher, Grünerdeich 143: [704, 916, 916, 931]
directory-entry: – Wwe., W., Händl., Rehhoffstr. 7, ✉ 11: [990, 777, 1218, 792]
directory-entry: – Thaer-Oberrealschule vor dem Holstenthore, ☎ Ha 210, v. d. Holstenthor o. Nr. Sprechst: des Leiters an den Schultagen von 11—12 Uhr im Amtszimmer: [990, 1083, 1280, 1140]
directory-entry: Thämlitz, Wilh., Arbtr., Reimerstwiete 3/4: [990, 1028, 1236, 1043]
directory-entry: Thätner, O., Maschinenb., Schwenckestr. 74: [990, 1208, 1249, 1223]
directory-entry: Thalheim, E., Kutscher, Revalerstr. 15, ✉ 5: [990, 1598, 1241, 1613]
directory-entry: Thadewald, Frl. D., Schneiderin, Amelungstr. 19, ✉ 36: [990, 791, 1280, 820]
facing-page-fragment: is: [2, 934, 12, 948]
directory-entry: – J., Kraftwagenf., Pilatuspool 7, ✉ 36: [124, 1723, 344, 1738]
directory-entry: Tewess Wwe., A., Wandsbeckerchaussee 28: [704, 1278, 961, 1293]
directory-entry: ⊙ Tetzlaff & Wenzel G. m. b. H., IR, Einfuhr u. Ausfuhr u. Großhdlg. in Lebensmitteln, BCto: Reichsb., Giro-Cto., Deutsche B. Fil. Hbg., Bst: Pl. N 1, ☎ Ro 9252 u. 9253, Zollenbrücke 3, ✉ 8, Geschäftsf.: Wilh. Ehlert: [418, 346, 690, 431]
running-header: [124, 100, 1600, 140]
directory-entry: – H., Wächt., Stellingerweg 38 D, ✉ 31: [124, 499, 351, 514]
directory-entry: – D., Küper, Barmb., am Markt 8, H. 6: [704, 805, 927, 820]
directory-entry: von Thaden, H., Zollbeamt., alter Wandrahm 21, ✉ 14: [990, 722, 1280, 751]
directory-entry: – H., Eisenhobler, Bartholomäusstr. 55, H. 4, ✉ 22: [704, 1514, 976, 1543]
directory-entry: – Heinr., 1/F Thaler & Pašek, Schanzenstrasse 85, ✉ 6: [990, 1528, 1280, 1557]
directory-entry: – Rich., Maurer, Mühlenkamp 17, ✉ 39: [704, 1222, 933, 1237]
directory-entry: – Heinr., Kaufm., Gertigstr. 19, ✉ 39: [704, 902, 917, 917]
directory-entry: – Wwe., Th., Beerdigungs-Inst., ☎ El 8508, Reeperbahn 122, ✉ 4: [704, 1751, 976, 1780]
directory-entry: – H. F., Hammerdeich 28a, H. 1, ✉ 35: [704, 1612, 925, 1627]
directory-entry: – Rud., Juwelier, Gosslerstr. 15, ✉ 30: [418, 861, 634, 876]
directory-entry: – Tessen, Carl, Architekt u. Baugeschäft, BCto: Deutsche B. Fil. Hbg., Dep.-Kasse D, PSch: 84109, ☎ Al 9228, oben Borgfelde 25, ✉ 26: [124, 263, 404, 306]
directory-entry: Teuffer, Rud., Tischlerei, BCto: Hamb. Priv.-B., ☎ El 7611, Reismühle 16, ✉ 24: [704, 153, 976, 180]
directory-entry: – John, Buchhalter, Mühlendamm 45, H. 2: [704, 666, 951, 681]
directory-entry: – Th., Schmied, Bürgerweide 8, H. 8: [990, 1653, 1204, 1668]
facing-page-fragment: u: [2, 1140, 10, 1154]
directory-entry: – Heinr., Eisenb.-Ass., Hermann Kauffmann Str. 16, ✉ 33: [124, 1208, 404, 1237]
directory-entry: – Ed., Arbtr., Billw. Neuedeich 244, ✉ 27: [704, 235, 942, 250]
directory-entry: – Ernst, Hafenarbtr., Jägerstr. 28, ✉ 4: [124, 1375, 345, 1390]
header-year: 1925: [796, 100, 865, 128]
directory-entry: – J., Maler, Prätoriusweg 11, ✉ 21: [704, 944, 903, 959]
directory-entry: Teutsch, Alb., Wäscherei, Pulverteich 18: [704, 541, 942, 556]
